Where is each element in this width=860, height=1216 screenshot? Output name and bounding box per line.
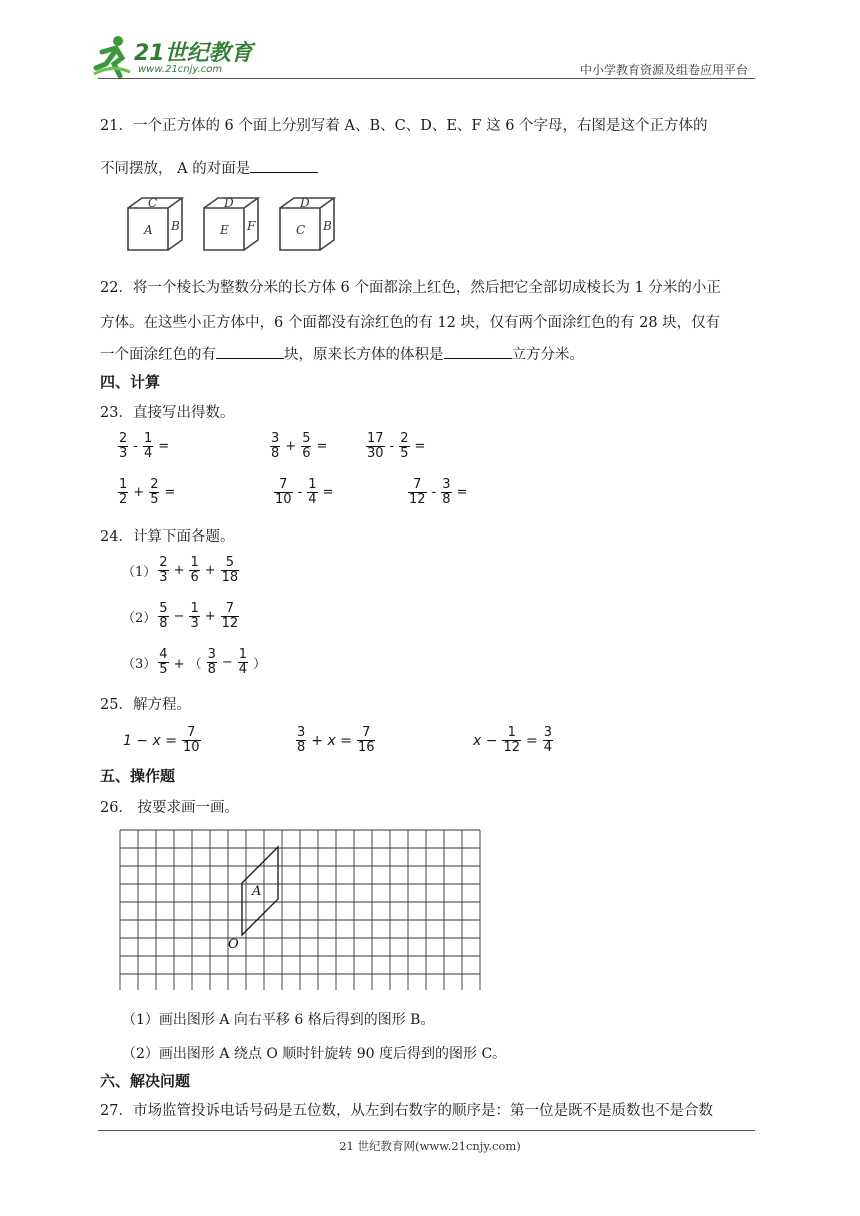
denominator: 4: [543, 740, 553, 755]
header-rule: [98, 78, 755, 79]
q24-item-3: [122, 648, 269, 677]
header-platform-text: 中小学教育资源及组卷应用平台: [580, 63, 749, 77]
operator: =: [456, 485, 468, 500]
q21-line1: 21．一个正方体的 6 个面上分别写着 A、B、C、D、E、F 这 6 个字母，右图是这个正方体的: [100, 118, 708, 134]
q24-item-2: [122, 602, 241, 631]
numerator: 4: [159, 647, 168, 662]
denominator: 30: [367, 446, 384, 461]
fraction: [296, 726, 306, 755]
q22-line3c: 立方分米。: [511, 347, 584, 363]
runner-logo-icon: [92, 34, 132, 78]
numerator: 3: [543, 725, 553, 740]
grid-figure: [118, 828, 492, 990]
operator: ）: [253, 657, 267, 672]
label-a: A: [252, 884, 262, 899]
numerator: 7: [362, 725, 371, 740]
fraction: [399, 432, 409, 461]
q22-line1: 22．将一个棱长为整数分米的长方体 6 个面都涂上红色，然后把它全部切成棱长为 1 分米的小正: [100, 280, 721, 296]
q25-equation-1: [120, 726, 203, 755]
q25-equation-2: [294, 726, 377, 755]
section-heading-operation: 五、操作题: [100, 767, 176, 785]
cube-front-label: C: [296, 223, 306, 237]
operator: −: [221, 655, 233, 670]
fraction: [189, 602, 199, 631]
numerator: 1: [143, 431, 153, 446]
eq-text: x −: [473, 732, 498, 749]
cube: [128, 196, 182, 250]
answer-blank: [444, 344, 512, 359]
cube-side-label: B: [171, 219, 180, 233]
fraction: [543, 726, 553, 755]
numerator: 2: [159, 555, 168, 570]
q26-sub2: （2）画出图形 A 绕点 O 顺时针旋转 90 度后得到的图形 C。: [122, 1046, 507, 1062]
numerator: 7: [187, 725, 196, 740]
fraction: [158, 648, 168, 677]
numerator: 1: [119, 477, 128, 492]
fraction: [502, 726, 521, 755]
denominator: 5: [400, 446, 409, 461]
denominator: 18: [221, 570, 239, 585]
operator: =: [414, 439, 426, 454]
q26-sub1: （1）画出图形 A 向右平移 6 格后得到的图形 B。: [122, 1012, 435, 1028]
cube-front-label: A: [144, 223, 153, 237]
fraction: [366, 432, 385, 461]
numerator: 2: [150, 477, 159, 492]
oral-calc-item: [268, 432, 330, 461]
numerator: 7: [279, 477, 288, 492]
operator: -: [431, 485, 437, 500]
cube-top-label: D: [300, 196, 310, 210]
numerator: 5: [302, 431, 311, 446]
denominator: 4: [238, 662, 248, 677]
fraction: [118, 478, 128, 507]
operator: +: [173, 563, 185, 578]
fraction: [189, 556, 199, 585]
denominator: 12: [503, 740, 521, 755]
fraction: [307, 478, 317, 507]
logo-url: www.21cnjy.com: [138, 64, 223, 75]
numerator: 1: [238, 647, 248, 662]
cube-top-label: C: [148, 196, 158, 210]
numerator: 7: [225, 601, 235, 616]
q22-line3: [100, 343, 584, 364]
denominator: 3: [190, 616, 199, 631]
cube: [280, 196, 334, 250]
oral-calc-item: [116, 478, 178, 507]
footer-rule: [98, 1130, 755, 1131]
denominator: 8: [442, 492, 451, 507]
q22-line3b: 块，原来长方体的体积是: [284, 347, 444, 363]
grid-lines: [120, 830, 480, 990]
fraction: [143, 432, 153, 461]
fraction: [408, 478, 427, 507]
numerator: 1: [507, 725, 516, 740]
q27-line1: 27．市场监管投诉电话号码是五位数，从左到右数字的顺序是：第一位是既不是质数也不是合数: [100, 1103, 713, 1119]
q24-prefix: （2）: [122, 611, 157, 626]
numerator: 3: [297, 725, 306, 740]
fraction: [274, 478, 293, 507]
q24-expression: [156, 556, 241, 585]
operator: +: [285, 439, 297, 454]
numerator: 1: [190, 555, 199, 570]
fraction: [158, 556, 168, 585]
q24-prefix: （3）: [122, 657, 157, 672]
denominator: 8: [297, 740, 306, 755]
numerator: 1: [308, 477, 317, 492]
q25-title: 25．解方程。: [100, 697, 191, 713]
oral-calc-item: [406, 478, 470, 507]
q26-title: 26． 按要求画一画。: [100, 800, 240, 816]
denominator: 12: [221, 616, 239, 631]
eq-text: + x =: [311, 732, 352, 749]
operator: +: [133, 485, 145, 500]
section-heading-calc: 四、计算: [100, 373, 161, 391]
denominator: 6: [302, 446, 311, 461]
label-o: O: [228, 937, 239, 952]
numerator: 5: [225, 555, 235, 570]
fraction: [118, 432, 128, 461]
denominator: 8: [271, 446, 280, 461]
denominator: 5: [150, 492, 159, 507]
numerator: 2: [400, 431, 409, 446]
q24-expression: [156, 602, 241, 631]
denominator: 10: [183, 740, 200, 755]
oral-calc-item: [364, 432, 428, 461]
numerator: 5: [159, 601, 168, 616]
eq-text: 1 − x =: [123, 732, 178, 749]
numerator: 1: [190, 601, 199, 616]
fraction: [441, 478, 451, 507]
fraction: [221, 602, 240, 631]
cube-side-label: B: [323, 219, 332, 233]
fraction: [270, 432, 280, 461]
denominator: 10: [275, 492, 292, 507]
denominator: 3: [159, 570, 168, 585]
q21-line2: [100, 157, 318, 178]
denominator: 5: [159, 662, 168, 677]
cube-figures: [124, 194, 344, 254]
denominator: 8: [159, 616, 168, 631]
denominator: 4: [143, 446, 153, 461]
numerator: 3: [207, 647, 216, 662]
operator: -: [297, 485, 303, 500]
q24-title: 24．计算下面各题。: [100, 529, 235, 545]
denominator: 12: [409, 492, 426, 507]
operator: +: [204, 563, 216, 578]
cube-side-label: F: [247, 219, 256, 233]
denominator: 4: [308, 492, 317, 507]
fraction: [158, 602, 168, 631]
operator: =: [164, 485, 176, 500]
q24-item-1: [122, 556, 241, 585]
oral-calc-item: [116, 432, 172, 461]
q22-line3a: 一个面涂红色的有: [100, 347, 216, 363]
logo: [92, 34, 262, 78]
cube-front-label: E: [220, 223, 229, 237]
fraction: [207, 648, 217, 677]
numerator: 3: [442, 477, 451, 492]
q25-equation-3: [470, 726, 555, 755]
logo-text: 21世纪教育: [134, 41, 253, 66]
oral-calc-item: [272, 478, 336, 507]
denominator: 8: [207, 662, 216, 677]
q24-expression: [156, 648, 269, 677]
denominator: 6: [190, 570, 199, 585]
fraction: [238, 648, 248, 677]
cube: [204, 196, 258, 250]
operator: −: [173, 609, 185, 624]
operator: -: [389, 439, 395, 454]
fraction: [221, 556, 240, 585]
denominator: 3: [119, 446, 128, 461]
operator: -: [133, 439, 138, 454]
fraction: [149, 478, 159, 507]
numerator: 7: [413, 477, 422, 492]
q24-prefix: （1）: [122, 565, 157, 580]
numerator: 17: [367, 431, 384, 446]
section-heading-problems: 六、解决问题: [100, 1072, 191, 1090]
fraction: [357, 726, 376, 755]
answer-blank: [250, 158, 318, 173]
denominator: 2: [119, 492, 128, 507]
q22-line2: 方体。在这些小正方体中，6 个面都没有涂红色的有 12 块，仅有两个面涂红色的有 28 块，仅有: [100, 315, 721, 331]
fraction: [301, 432, 311, 461]
operator: + （: [173, 657, 202, 672]
cube-top-label: D: [224, 196, 234, 210]
operator: =: [158, 439, 170, 454]
operator: =: [316, 439, 328, 454]
footer-text: 21 世纪教育网(www.21cnjy.com): [339, 1139, 521, 1153]
q23-title: 23．直接写出得数。: [100, 405, 235, 421]
numerator: 3: [271, 431, 280, 446]
denominator: 16: [357, 740, 375, 755]
q21-line2-text: 不同摆放， A 的对面是: [100, 161, 251, 177]
operator: +: [204, 609, 216, 624]
eq-text: =: [526, 732, 538, 749]
fraction: [182, 726, 201, 755]
operator: =: [322, 485, 334, 500]
answer-blank: [216, 344, 284, 359]
numerator: 2: [119, 431, 128, 446]
